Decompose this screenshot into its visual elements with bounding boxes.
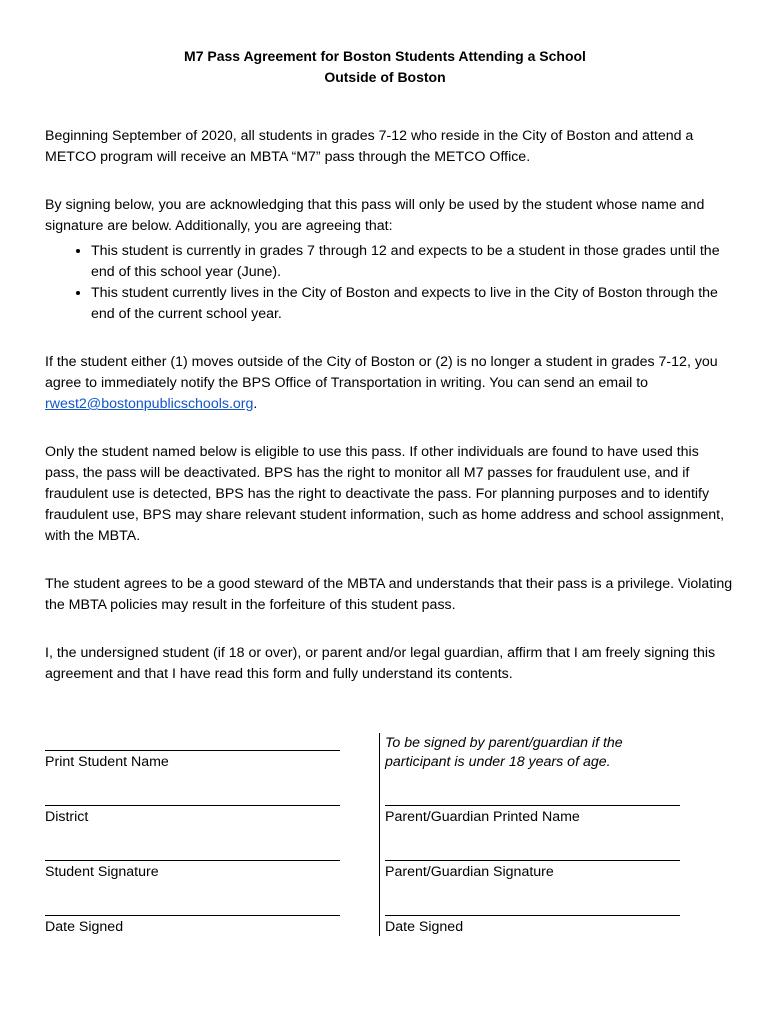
guardian-name-field[interactable]: [385, 785, 680, 840]
agreement-bullet-list: [45, 241, 735, 325]
field-label: Parent/Guardian Signature: [385, 864, 554, 880]
signature-line: [45, 915, 340, 916]
title-line-1: M7 Pass Agreement for Boston Students Attending a School: [184, 48, 586, 64]
guardian-signature-block: [385, 730, 680, 950]
signature-line: [385, 805, 680, 806]
notify-text-end: .: [253, 396, 258, 412]
field-label: Date Signed: [385, 919, 464, 935]
guardian-date-field[interactable]: [385, 895, 680, 950]
district-field[interactable]: [45, 785, 340, 840]
paragraph-acknowledgment: By signing below, you are acknowledging that this pass will only be used by the student whose name and signature are below. Additionally, you are agreeing that:: [45, 197, 705, 234]
document-title: [0, 46, 770, 88]
student-name-field[interactable]: [45, 730, 340, 785]
student-signature-block: [45, 730, 340, 950]
title-line-2: Outside of Boston: [324, 69, 446, 85]
paragraph-eligibility: Only the student named below is eligible to use this pass. If other individuals are found to have used this pass, the pass will be deactivated. BPS has the right to monitor all M7 passes for fraudulent use, and if fraudulent use is detected, BPS has the right to deactivate the pass. For planning purposes and to identify fraudulent use, BPS may share relevant student information, such as home address and school assignment, with the MBTA.: [45, 444, 725, 544]
column-divider: [379, 733, 380, 936]
list-item: • This student is currently in grades 7 through 12 and expects to be a student in those grades until the end of this school year (June).: [91, 241, 735, 283]
notify-text: If the student either (1) moves outside of the City of Boston or (2) is no longer a student in grades 7-12, you agree to immediately notify the BPS Office of Transportation in writing. You can send an email to: [45, 354, 718, 391]
paragraph-steward: The student agrees to be a good steward of the MBTA and understands that their pass is a privilege. Violating the MBTA policies may result in the forfeiture of this student pass.: [45, 576, 733, 613]
paragraph-affirmation: I, the undersigned student (if 18 or over), or parent and/or legal guardian, affirm that I am freely signing this agreement and that I have read this form and fully understand its contents.: [45, 645, 716, 682]
guardian-signature-field[interactable]: [385, 840, 680, 895]
student-signature-field[interactable]: [45, 840, 340, 895]
signature-line: [385, 915, 680, 916]
agreement-body: [45, 126, 735, 712]
signature-line: [45, 750, 340, 751]
signature-line: [45, 805, 340, 806]
field-label: Print Student Name: [45, 754, 169, 770]
field-label: Student Signature: [45, 864, 159, 880]
email-link[interactable]: rwest2@bostonpublicschools.org: [45, 396, 254, 412]
guardian-note-block: [385, 730, 680, 785]
guardian-note: To be signed by parent/guardian if the participant is under 18 years of age.: [385, 735, 623, 770]
field-label: District: [45, 809, 89, 825]
signature-line: [45, 860, 340, 861]
field-label: Date Signed: [45, 919, 124, 935]
field-label: Parent/Guardian Printed Name: [385, 809, 580, 825]
paragraph-notify: [45, 352, 735, 415]
signature-line: [385, 860, 680, 861]
student-date-field[interactable]: [45, 895, 340, 950]
list-item: • This student currently lives in the City of Boston and expects to live in the City of Boston through the end of the current school year.: [91, 283, 735, 325]
paragraph-pass-intro: Beginning September of 2020, all students in grades 7-12 who reside in the City of Boston and attend a METCO program will receive an MBTA “M7” pass through the METCO Office.: [45, 128, 694, 165]
